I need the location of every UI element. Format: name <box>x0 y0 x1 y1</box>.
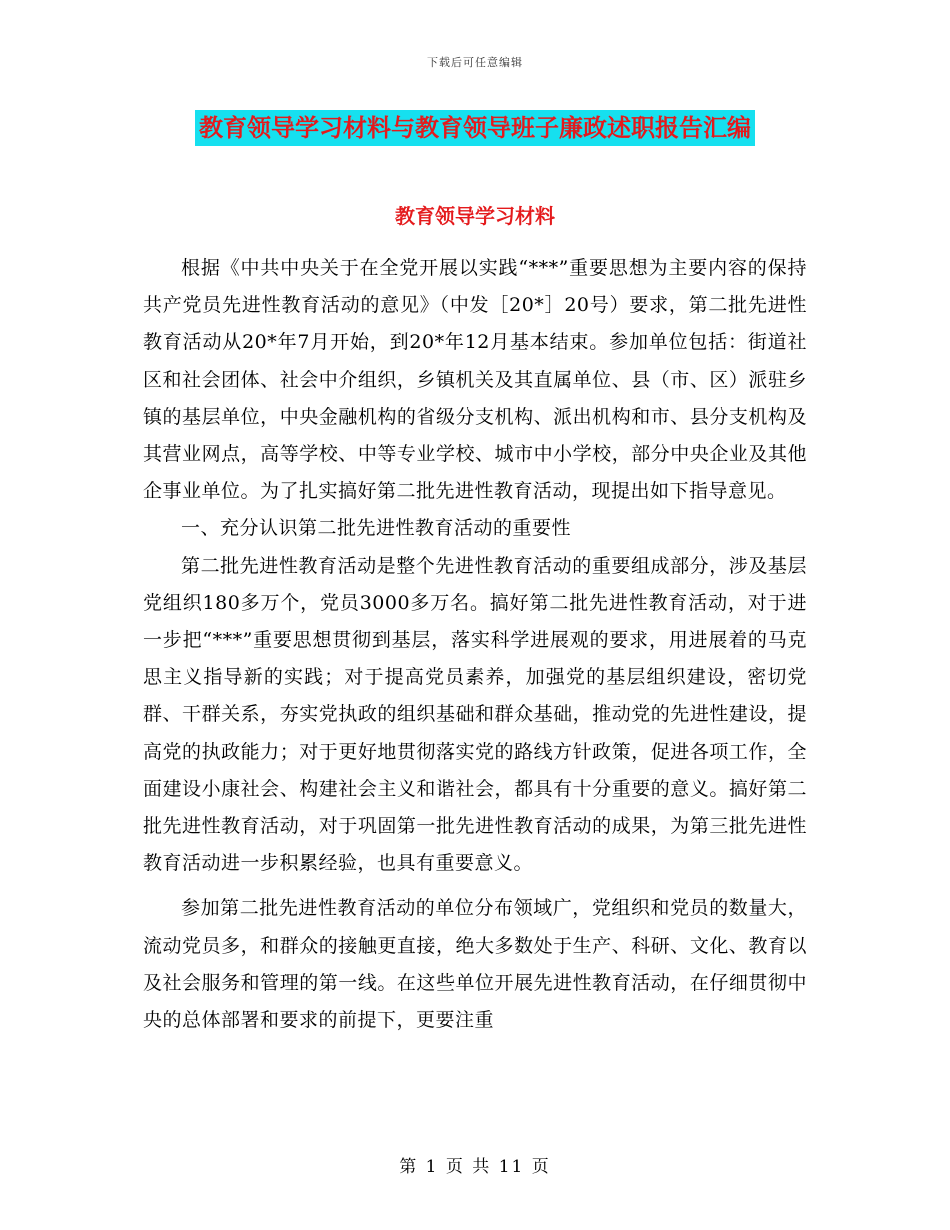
paragraph-importance: 第二批先进性教育活动是整个先进性教育活动的重要组成部分，涉及基层党组织180多万个，党员3000多万名。搞好第二批先进性教育活动，对于进一步把“***”重要思想贯彻到基层，落实科学进展观的要求，用进展着的马克思主义指导新的实践；对于提高党员素养，加强党的基层组织建设，密切党群、干群关系，夯实党执政的组织基础和群众基础，推动党的先进性建设，提高党的执政能力；对于更好地贯彻落实党的路线方针政策，促进各项工作，全面建设小康社会、构建社会主义和谐社会，都具有十分重要的意义。搞好第二批先进性教育活动，对于巩固第一批先进性教育活动的成果，为第三批先进性教育活动进一步积累经验，也具有重要意义。 <box>143 554 807 875</box>
section-title: 教育领导学习材料 <box>395 204 555 228</box>
page-footer: 第 1 页 共 11 页 <box>399 1157 551 1177</box>
paragraph-units: 参加第二批先进性教育活动的单位分布领域广，党组织和党员的数量大，流动党员多，和群众的接触更直接，绝大多数处于生产、科研、文化、教育以及社会服务和管理的第一线。在这些单位开展先进性教育活动，在仔细贯彻中央的总体部署和要求的前提下，更要注重 <box>143 897 807 1032</box>
document-title: 教育领导学习材料与教育领导班子廉政述职报告汇编 <box>195 110 755 146</box>
document-title-wrap <box>0 110 950 146</box>
paragraph-heading-1: 一、充分认识第二批先进性教育活动的重要性 <box>181 517 572 540</box>
document-body <box>143 250 807 1039</box>
header-note: 下载后可任意编辑 <box>427 56 523 69</box>
paragraph-intro: 根据《中共中央关于在全党开展以实践“***”重要思想为主要内容的保持共产党员先进性教育活动的意见》（中发［20*］20号）要求，第二批先进性教育活动从20*年7月开始，到20*年12月基本结束。参加单位包括：街道社区和社会团体、社会中介组织，乡镇机关及其直属单位、县（市、区）派驻乡镇的基层单位，中央金融机构的省级分支机构、派出机构和市、县分支机构及其营业网点，高等学校、中等专业学校、城市中小学校，部分中央企业及其他企事业单位。为了扎实搞好第二批先进性教育活动，现提出如下指导意见。 <box>143 257 807 503</box>
